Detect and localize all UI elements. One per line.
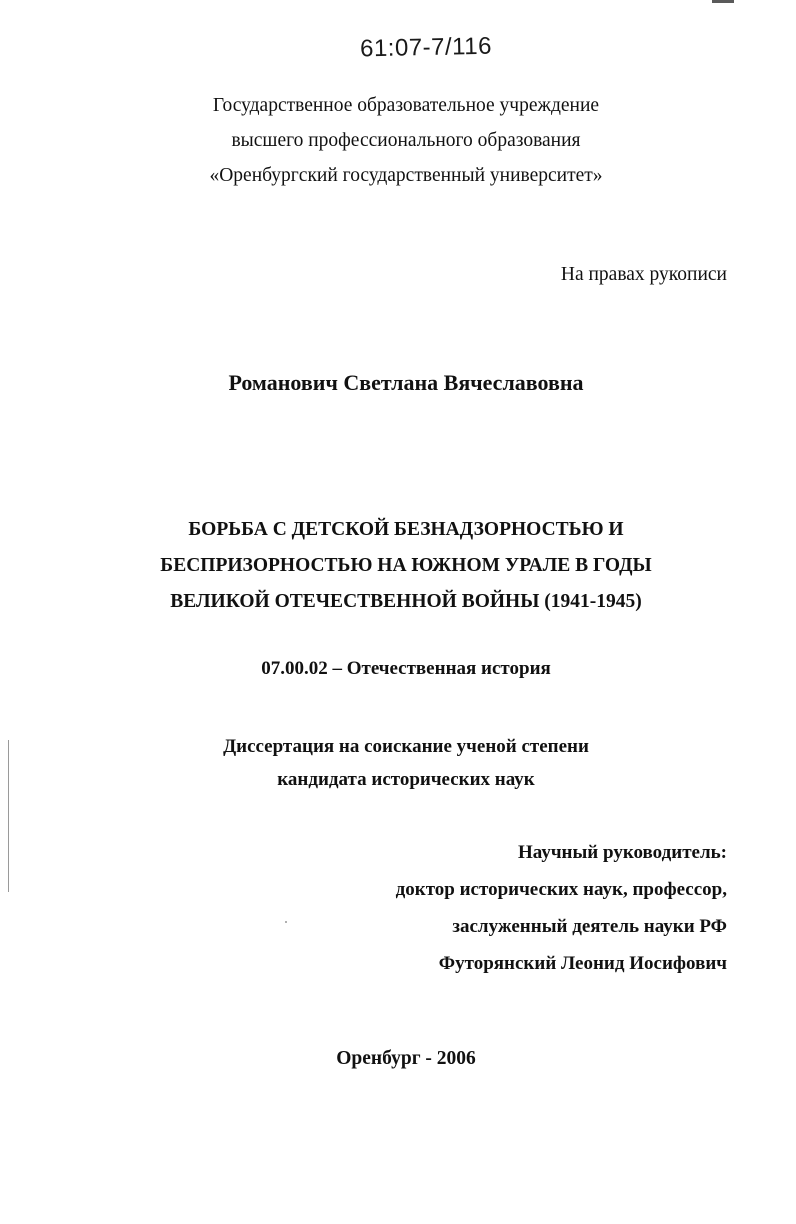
degree-statement xyxy=(0,730,796,796)
specialty-code: 07.00.02 – Отечественная история xyxy=(261,658,551,679)
institution-line-2: высшего профессионального образования xyxy=(231,130,581,151)
advisor-heading: Научный руководитель: xyxy=(518,842,727,863)
title-line-2: БЕСПРИЗОРНОСТЬЮ НА ЮЖНОМ УРАЛЕ В ГОДЫ xyxy=(160,555,652,576)
advisor-honor: заслуженный деятель науки РФ xyxy=(452,916,727,937)
institution-line-3: «Оренбургский государственный университет» xyxy=(209,165,603,186)
dissertation-title xyxy=(0,512,796,620)
advisor-rank: доктор исторических наук, профессор, xyxy=(395,879,727,900)
scan-speck xyxy=(285,921,287,923)
city-year: Оренбург - 2006 xyxy=(336,1048,476,1069)
library-stamp-number: 61:07-7/116 xyxy=(359,32,493,63)
scan-corner-mark xyxy=(712,0,734,3)
advisor-block xyxy=(396,834,727,982)
degree-line-2: кандидата исторических наук xyxy=(277,769,535,790)
degree-line-1: Диссертация на соискание ученой степени xyxy=(223,736,589,757)
institution-block xyxy=(0,88,796,193)
manuscript-rights-note: На правах рукописи xyxy=(560,264,727,285)
title-line-3: ВЕЛИКОЙ ОТЕЧЕСТВЕННОЙ ВОЙНЫ (1941-1945) xyxy=(170,591,642,612)
advisor-name: Футорянский Леонид Иосифович xyxy=(438,953,727,974)
title-line-1: БОРЬБА С ДЕТСКОЙ БЕЗНАДЗОРНОСТЬЮ И xyxy=(188,519,624,540)
institution-line-1: Государственное образовательное учреждение xyxy=(212,95,600,116)
author-name: Романович Светлана Вячеславовна xyxy=(228,370,584,395)
